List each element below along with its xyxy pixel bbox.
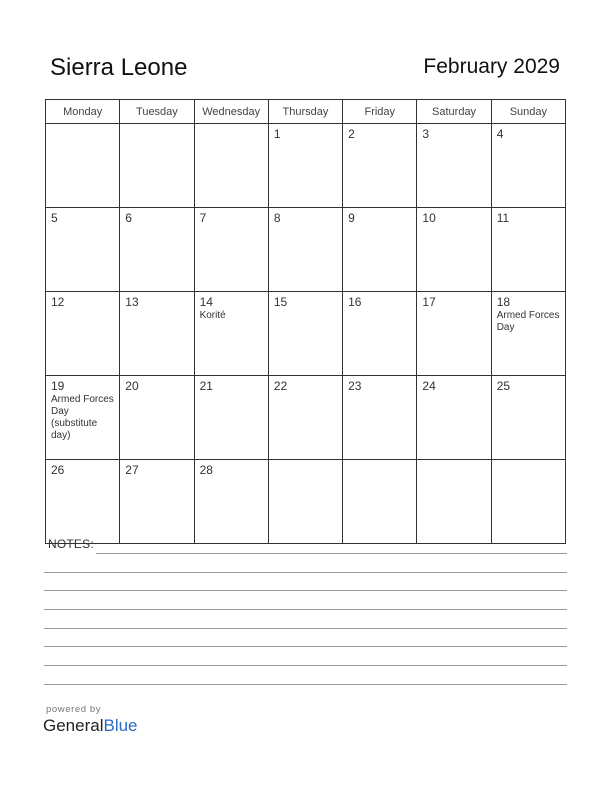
day-cell	[268, 376, 342, 460]
day-cell	[343, 460, 417, 544]
day-cell	[343, 292, 417, 376]
weekday-monday: Monday	[46, 100, 120, 124]
note-line	[44, 590, 567, 591]
day-number: 6	[125, 211, 132, 225]
day-cell	[194, 460, 268, 544]
day-number: 21	[199, 379, 213, 393]
day-cell	[491, 292, 565, 376]
weekday-thursday: Thursday	[268, 100, 342, 124]
day-cell	[417, 376, 491, 460]
note-line	[44, 628, 567, 629]
day-cell	[194, 376, 268, 460]
day-number: 5	[51, 211, 58, 225]
day-cell	[491, 124, 565, 208]
day-cell	[417, 292, 491, 376]
day-cell	[268, 124, 342, 208]
day-number: 28	[199, 463, 213, 477]
weekday-wednesday: Wednesday	[194, 100, 268, 124]
day-number: 2	[348, 127, 355, 141]
note-line	[96, 553, 567, 554]
day-number: 9	[348, 211, 355, 225]
calendar-grid	[45, 99, 566, 544]
day-number: 19	[51, 379, 65, 393]
day-cell	[46, 292, 120, 376]
note-line	[44, 572, 567, 573]
day-number: 4	[496, 127, 504, 141]
day-cell	[194, 208, 268, 292]
day-cell	[120, 460, 194, 544]
day-number: 25	[496, 379, 511, 393]
weekday-friday: Friday	[343, 100, 417, 124]
week-row	[46, 124, 566, 208]
day-cell	[120, 208, 194, 292]
brand-logo[interactable]	[43, 716, 138, 736]
day-cell	[120, 292, 194, 376]
day-number: 22	[273, 379, 288, 393]
notes-label: NOTES:	[48, 537, 94, 551]
week-row	[46, 460, 566, 544]
day-number: 10	[422, 211, 436, 225]
note-line	[44, 684, 567, 685]
day-number: 26	[51, 463, 65, 477]
day-cell	[343, 376, 417, 460]
day-cell	[491, 208, 565, 292]
day-cell	[417, 124, 491, 208]
day-cell	[268, 208, 342, 292]
day-cell	[194, 292, 268, 376]
day-number: 13	[125, 295, 139, 309]
holiday-label: Armed Forces Day (substitute day)	[51, 394, 114, 441]
day-cell	[46, 460, 120, 544]
day-cell	[194, 124, 268, 208]
brand-general: General	[43, 716, 104, 735]
day-number: 8	[273, 211, 281, 225]
day-cell	[46, 208, 120, 292]
weekday-tuesday: Tuesday	[120, 100, 194, 124]
day-cell	[343, 124, 417, 208]
month-year-title: February 2029	[423, 55, 560, 78]
day-number: 12	[51, 295, 65, 309]
day-number: 24	[422, 379, 436, 393]
week-row	[46, 208, 566, 292]
weekday-sunday: Sunday	[491, 100, 565, 124]
week-row	[46, 292, 566, 376]
day-cell	[268, 292, 342, 376]
day-number: 7	[199, 211, 207, 225]
brand-blue: Blue	[103, 716, 138, 735]
holiday-label: Korité	[199, 310, 226, 321]
day-cell	[120, 376, 194, 460]
day-cell	[120, 124, 194, 208]
day-cell	[46, 124, 120, 208]
note-line	[44, 646, 567, 647]
day-cell	[491, 460, 565, 544]
day-number: 20	[125, 379, 139, 393]
day-number: 27	[125, 463, 139, 477]
day-number: 14	[199, 295, 213, 309]
day-number: 16	[348, 295, 362, 309]
day-cell	[417, 208, 491, 292]
day-number: 11	[496, 211, 510, 225]
note-line	[44, 665, 567, 666]
country-title: Sierra Leone	[50, 54, 188, 81]
day-cell	[491, 376, 565, 460]
day-number: 1	[273, 127, 281, 141]
note-line	[44, 609, 567, 610]
day-cell	[268, 460, 342, 544]
weekday-saturday: Saturday	[417, 100, 491, 124]
day-number: 18	[496, 295, 511, 309]
day-cell	[343, 208, 417, 292]
week-row	[46, 376, 566, 460]
day-cell	[417, 460, 491, 544]
day-number: 23	[348, 379, 362, 393]
holiday-label: Armed Forces Day	[496, 310, 560, 333]
powered-by-text: powered by	[46, 704, 102, 715]
day-number: 15	[273, 295, 288, 309]
weekday-header-row	[46, 100, 566, 124]
day-number: 17	[422, 295, 436, 309]
day-cell	[46, 376, 120, 460]
day-number: 3	[422, 127, 430, 141]
